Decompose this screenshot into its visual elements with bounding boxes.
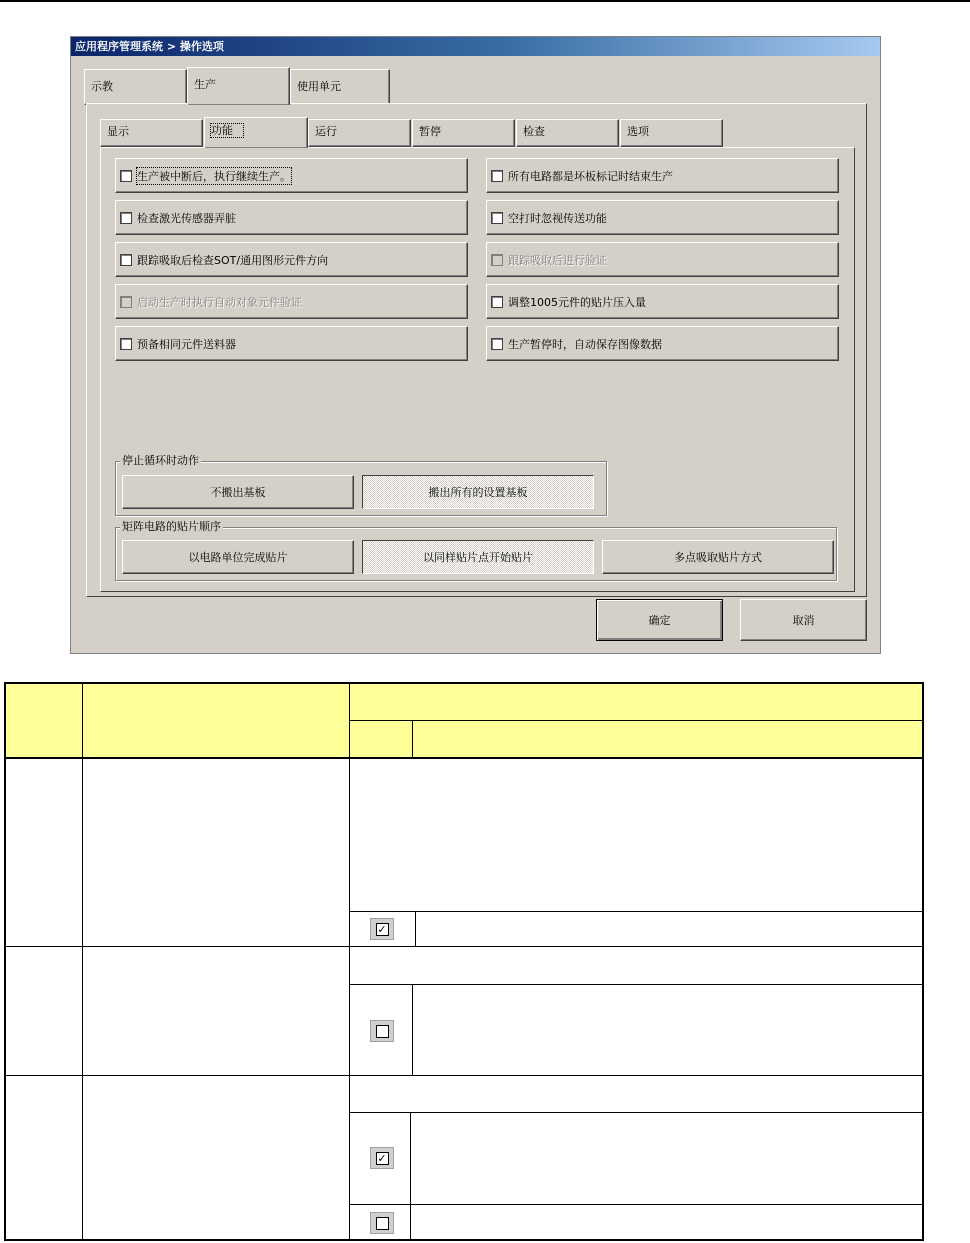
- subtab-options[interactable]: 选项: [620, 119, 723, 147]
- option-prepare-same-feeder[interactable]: 预备相同元件送料器: [115, 326, 468, 361]
- unchecked-checkbox-icon: [370, 1020, 394, 1042]
- multi-pickup-mode-button[interactable]: 多点吸取贴片方式: [602, 540, 834, 574]
- option-resume-after-interrupt[interactable]: 生产被中断后，执行继续生产。: [115, 158, 468, 193]
- tab-use-unit[interactable]: 使用单元: [290, 69, 390, 105]
- cancel-button[interactable]: 取消: [740, 599, 867, 641]
- unload-all-boards-button[interactable]: 搬出所有的设置基板: [362, 475, 594, 509]
- stop-cycle-group-label: 停止循环时动作: [122, 454, 199, 467]
- option-verify-after-pickup: 跟踪吸取后进行验证: [486, 242, 839, 277]
- option-check-laser-dirty[interactable]: 检查激光传感器弄脏: [115, 200, 468, 235]
- subtab-pause[interactable]: 暂停: [412, 119, 515, 147]
- option-auto-component-verify: 启动生产时执行自动对象元件验证: [115, 284, 468, 319]
- unchecked-checkbox-icon: [370, 1212, 394, 1234]
- option-autosave-images[interactable]: 生产暂停时，自动保存图像数据: [486, 326, 839, 361]
- matrix-order-group-label: 矩阵电路的贴片顺序: [122, 520, 221, 533]
- option-adjust-1005-press[interactable]: 调整1005元件的贴片压入量: [486, 284, 839, 319]
- subtab-run[interactable]: 运行: [308, 119, 411, 147]
- checked-checkbox-icon: ✓: [370, 918, 394, 940]
- ok-button[interactable]: 确定: [596, 599, 723, 641]
- no-unload-board-button[interactable]: 不搬出基板: [122, 475, 354, 509]
- option-end-on-bad-marks[interactable]: 所有电路都是坏板标记时结束生产: [486, 158, 839, 193]
- tab-teach[interactable]: 示教: [84, 69, 187, 105]
- tab-production[interactable]: 生产: [187, 67, 290, 105]
- option-check-sot-direction[interactable]: 跟踪吸取后检查SOT/通用图形元件方向: [115, 242, 468, 277]
- dialog-title: 应用程序管理系统 > 操作选项: [71, 37, 880, 56]
- subtab-function[interactable]: 功能: [204, 117, 308, 148]
- subtab-display[interactable]: 显示: [100, 119, 203, 147]
- checked-checkbox-icon: ✓: [370, 1147, 394, 1169]
- subtab-inspect[interactable]: 检查: [516, 119, 619, 147]
- start-same-point-button[interactable]: 以同样贴片点开始贴片: [362, 540, 594, 574]
- complete-by-circuit-button[interactable]: 以电路单位完成贴片: [122, 540, 354, 574]
- option-ignore-transfer-dry-run[interactable]: 空打时忽视传送功能: [486, 200, 839, 235]
